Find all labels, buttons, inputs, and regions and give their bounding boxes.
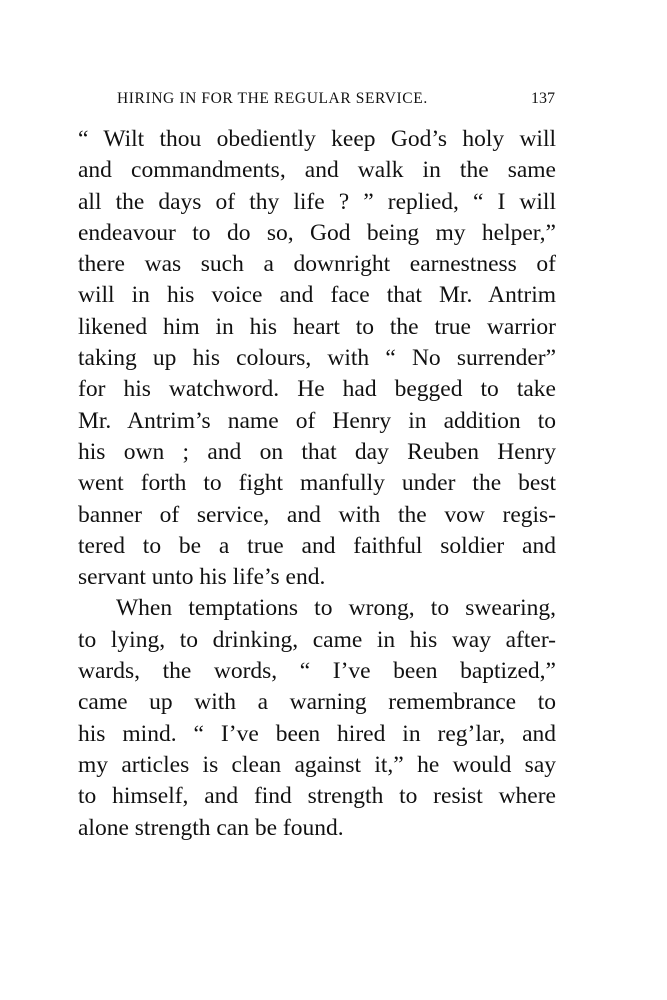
page-number: 137 — [531, 90, 555, 107]
text-line: for his watchword. He had begged to take — [78, 376, 556, 403]
text-line: taking up his colours, with “ No surrender” — [78, 345, 556, 372]
text-line: banner of service, and with the vow regis- — [78, 501, 556, 528]
paragraph-2 — [78, 593, 556, 843]
running-title: HIRING IN FOR THE REGULAR SERVICE. — [117, 90, 428, 107]
text-line: wards, the words, “ I’ve been baptized,” — [78, 658, 556, 685]
text-line: my articles is clean against it,” he would say — [78, 751, 556, 778]
text-line: endeavour to do so, God being my helper,” — [78, 219, 556, 246]
text-line: went forth to fight manfully under the best — [78, 470, 556, 497]
text-line: his own ; and on that day Reuben Henry — [78, 438, 556, 465]
paragraph-1 — [78, 124, 556, 593]
body-text — [78, 124, 556, 844]
text-line: there was such a downright earnestness of — [78, 251, 556, 278]
text-line: likened him in his heart to the true warrior — [78, 313, 556, 340]
running-head — [117, 90, 555, 114]
text-line: alone strength can be found. — [78, 814, 344, 841]
text-line: will in his voice and face that Mr. Antrim — [78, 282, 556, 309]
text-line: When temptations to wrong, to swearing, — [116, 595, 556, 622]
text-line: to himself, and find strength to resist where — [78, 783, 556, 810]
text-line: came up with a warning remembrance to — [78, 689, 556, 716]
text-line: tered to be a true and faithful soldier and — [78, 532, 556, 559]
text-line: “ Wilt thou obediently keep God’s holy will — [78, 126, 556, 152]
text-line: all the days of thy life ? ” replied, “ I will — [78, 188, 556, 215]
text-line: to lying, to drinking, came in his way after- — [78, 626, 556, 653]
text-line: servant unto his life’s end. — [78, 564, 326, 591]
text-line: and commandments, and walk in the same — [78, 157, 556, 184]
text-line: his mind. “ I’ve been hired in reg’lar, and — [78, 720, 556, 747]
text-line: Mr. Antrim’s name of Henry in addition to — [78, 407, 556, 434]
